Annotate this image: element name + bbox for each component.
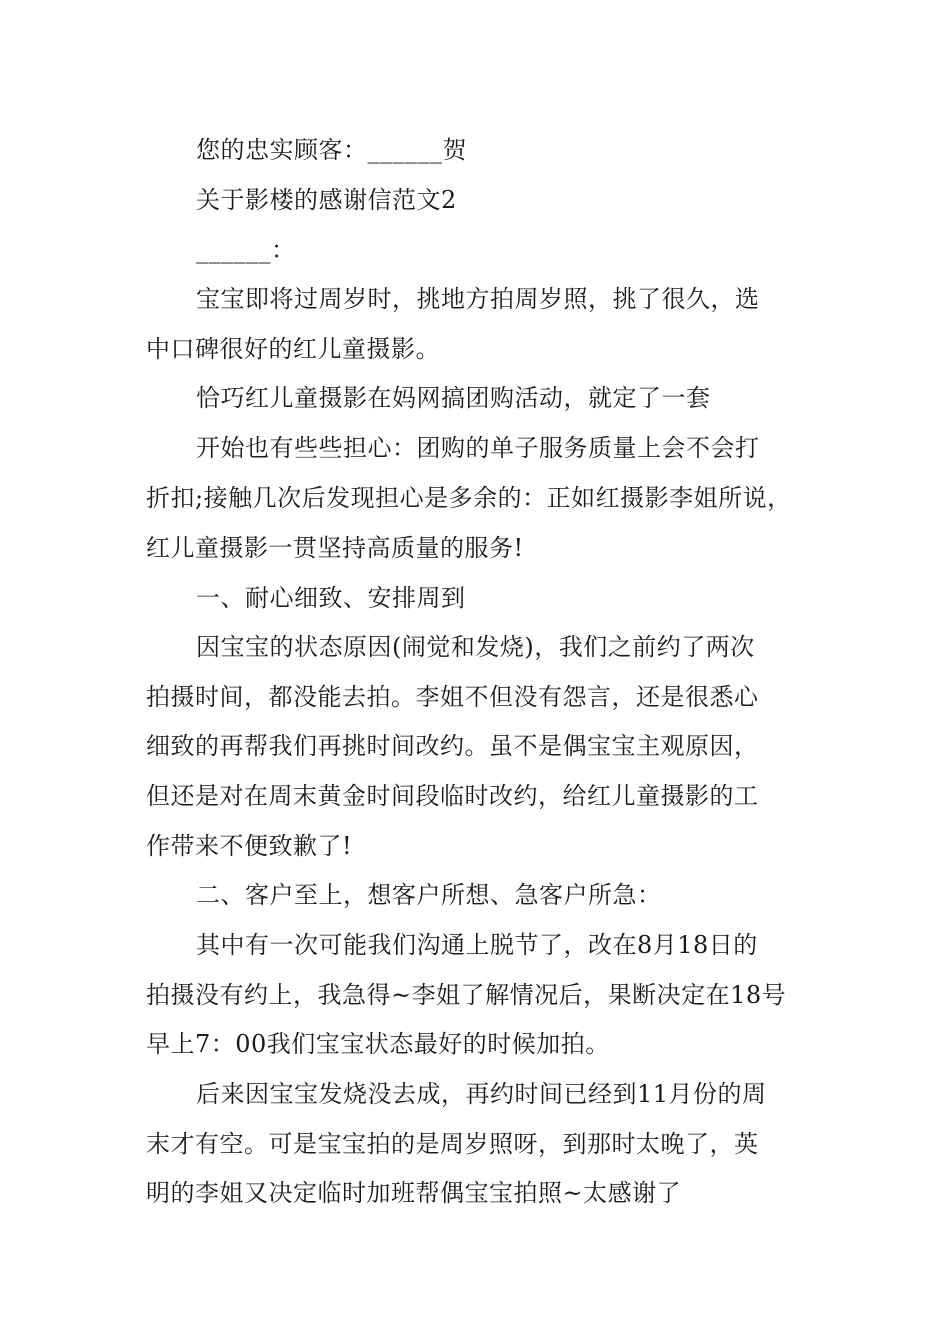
section-heading: 一、耐心细致、安排周到 — [196, 584, 466, 612]
paragraph-line: 但还是对在周末黄金时间段临时改约，给红儿童摄影的工 — [146, 782, 759, 810]
paragraph-line: 拍摄没有约上，我急得~李姐了解情况后，果断决定在18号 — [146, 981, 787, 1009]
paragraph-line: 红儿童摄影一贯坚持高质量的服务! — [146, 534, 524, 562]
paragraph-line: 宝宝即将过周岁时，挑地方拍周岁照，挑了很久，选 — [196, 285, 760, 313]
salutation: ______： — [196, 236, 296, 264]
paragraph-line: 明的李姐又决定临时加班帮偶宝宝拍照~太感谢了 — [146, 1179, 682, 1207]
paragraph-line: 后来因宝宝发烧没去成，再约时间已经到11月份的周 — [196, 1080, 767, 1108]
paragraph-line: 拍摄时间，都没能去拍。李姐不但没有怨言，还是很悉心 — [146, 683, 759, 711]
paragraph-line: 早上7：00我们宝宝状态最好的时候加拍。 — [146, 1030, 610, 1058]
paragraph-line: 开始也有些些担心：团购的单子服务质量上会不会打 — [196, 434, 760, 462]
paragraph-line: 恰巧红儿童摄影在妈网搞团购活动，就定了一套 — [196, 384, 711, 412]
section-heading: 二、客户至上，想客户所想、急客户所急： — [196, 881, 662, 909]
paragraph-line: 作带来不便致歉了! — [146, 832, 353, 860]
paragraph-line: 因宝宝的状态原因(闹觉和发烧)，我们之前约了两次 — [196, 633, 755, 661]
paragraph-line: 中口碑很好的红儿童摄影。 — [146, 335, 440, 363]
document-title: 关于影楼的感谢信范文2 — [196, 186, 457, 214]
paragraph-line: 折扣;接触几次后发现担心是多余的：正如红摄影李姐所说， — [146, 484, 792, 512]
paragraph-line: 其中有一次可能我们沟通上脱节了，改在8月18日的 — [196, 931, 758, 959]
paragraph-line: 细致的再帮我们再挑时间改约。虽不是偶宝宝主观原因， — [146, 732, 759, 760]
paragraph-line: 末才有空。可是宝宝拍的是周岁照呀，到那时太晚了，英 — [146, 1130, 759, 1158]
signature-line: 您的忠实顾客：______贺 — [196, 136, 467, 164]
